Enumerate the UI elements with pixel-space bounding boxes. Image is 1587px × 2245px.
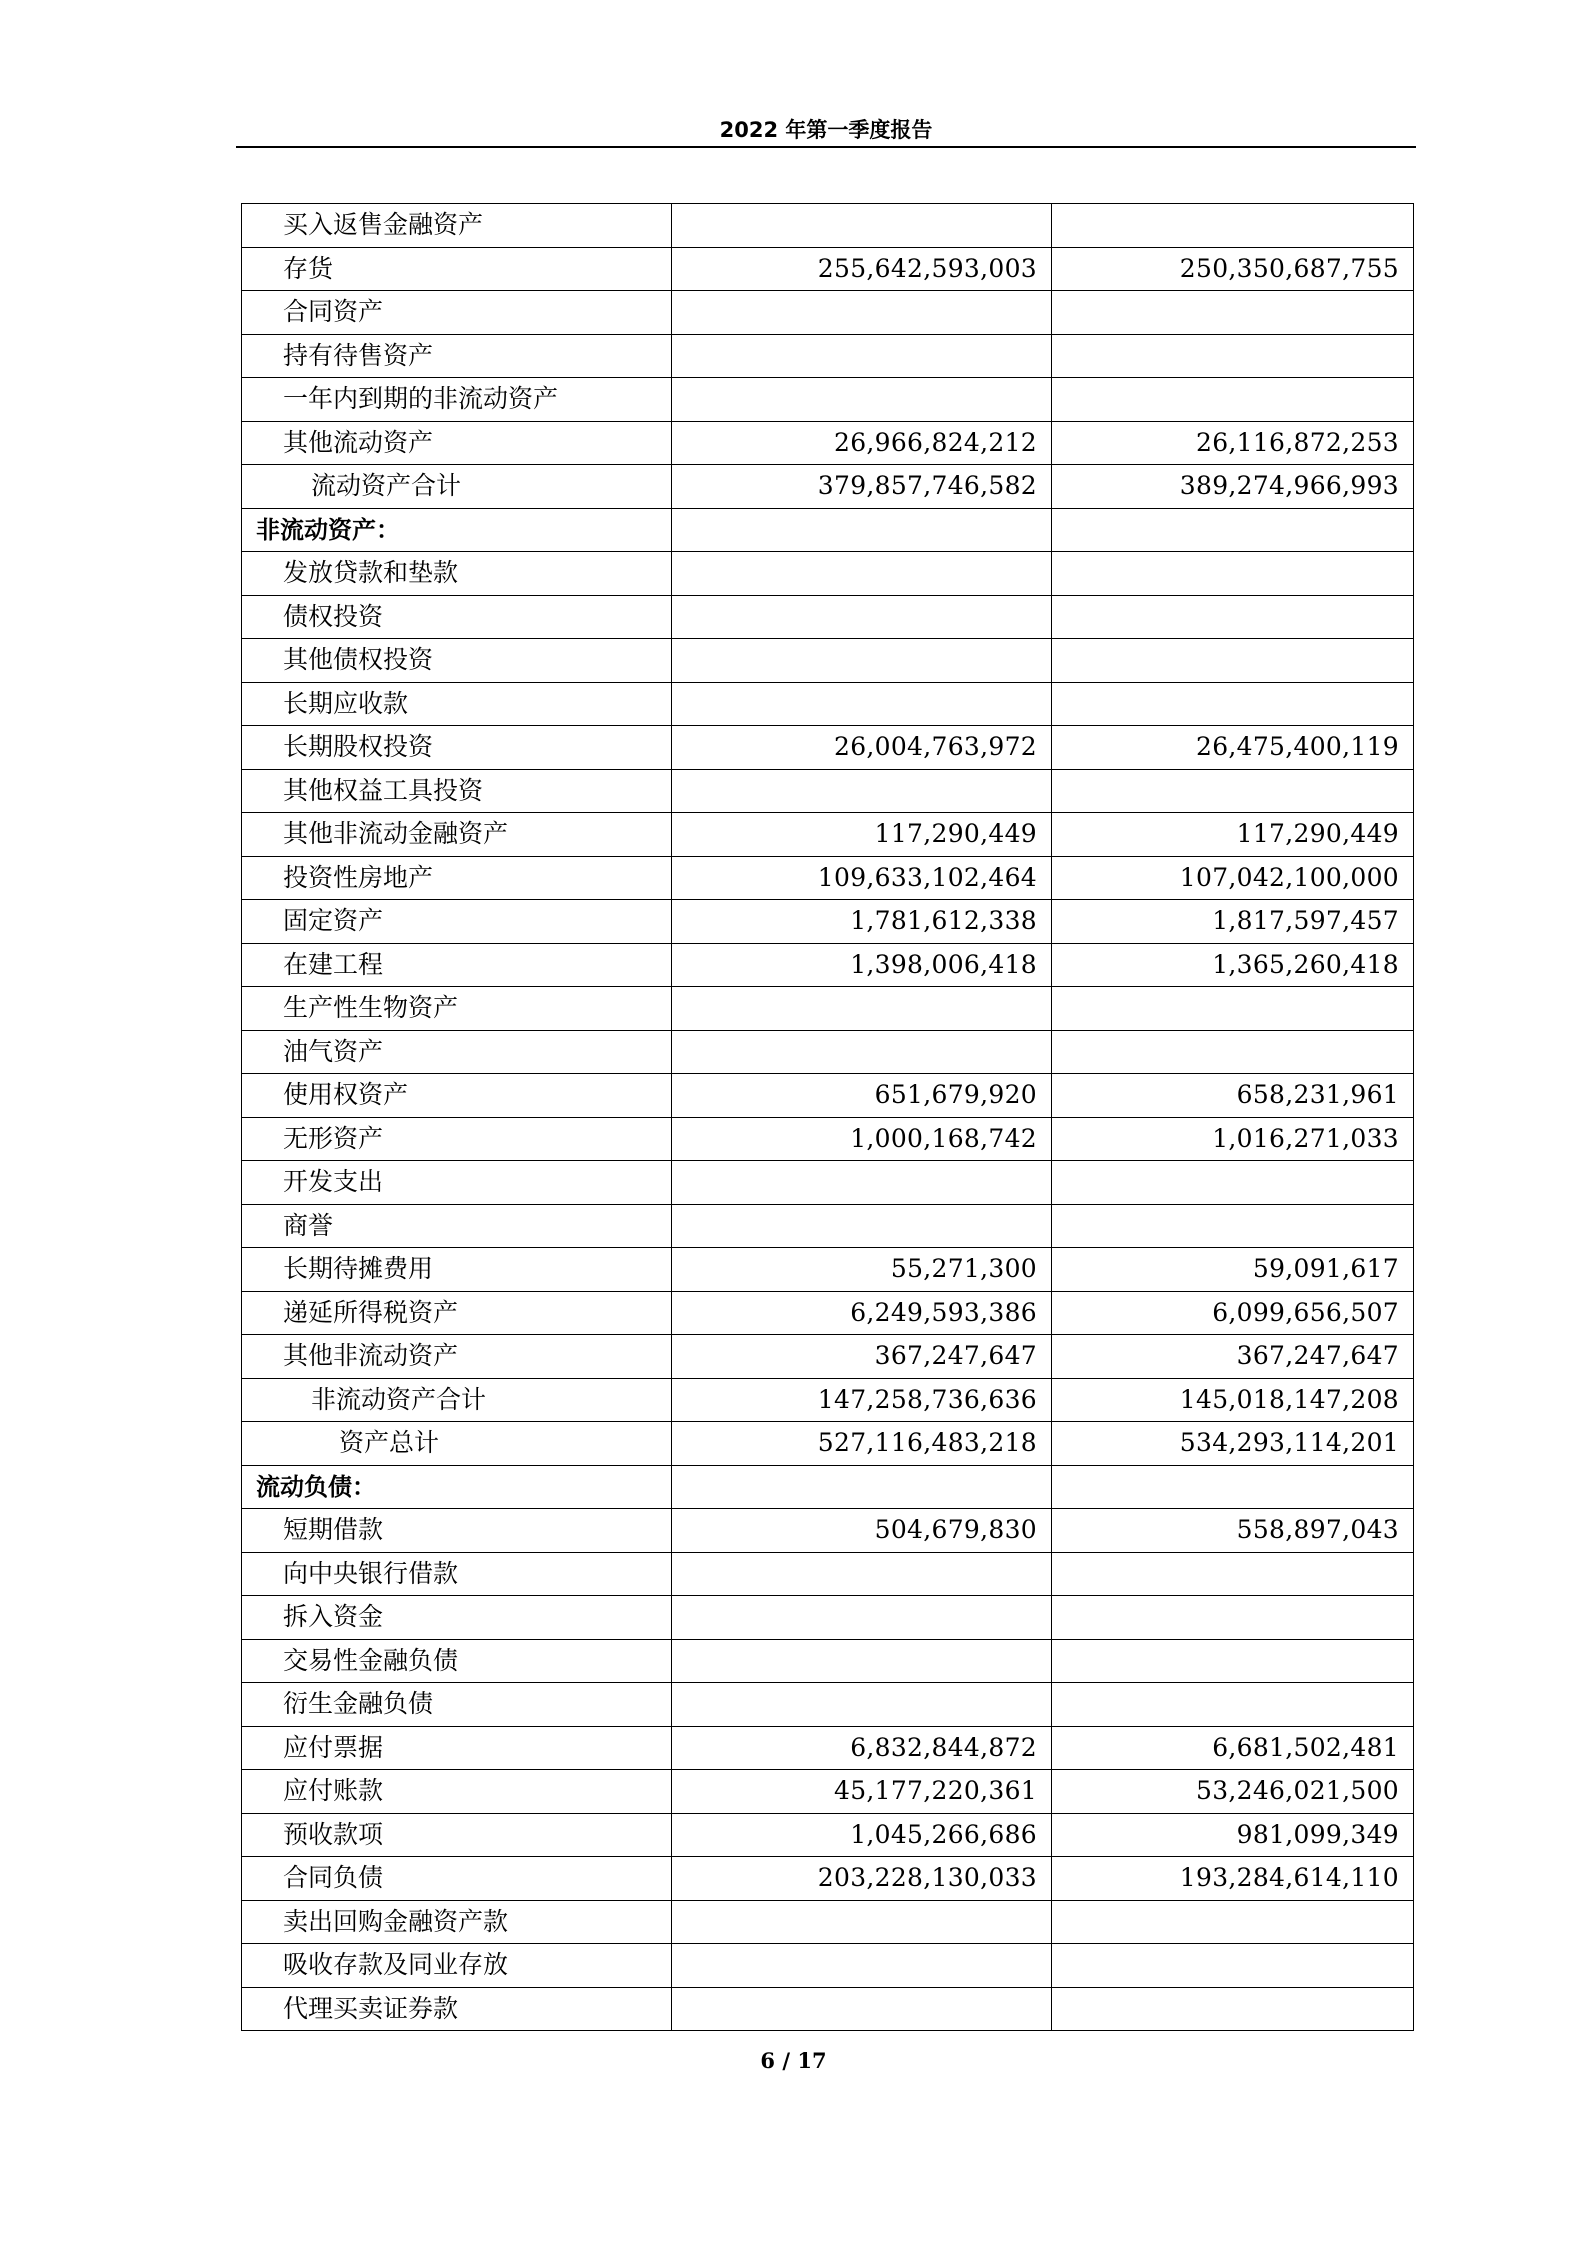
current-period-value: 26,966,824,212 (672, 421, 1052, 465)
current-period-value (672, 639, 1052, 683)
current-period-value: 26,004,763,972 (672, 726, 1052, 770)
prior-period-value: 193,284,614,110 (1052, 1857, 1414, 1901)
current-period-value (672, 334, 1052, 378)
row-label: 短期借款 (242, 1509, 672, 1553)
page-separator: / (782, 2048, 791, 2073)
row-label: 衍生金融负债 (242, 1683, 672, 1727)
current-period-value: 255,642,593,003 (672, 247, 1052, 291)
current-period-value: 109,633,102,464 (672, 856, 1052, 900)
current-period-value: 1,398,006,418 (672, 943, 1052, 987)
current-period-value (672, 682, 1052, 726)
row-label: 固定资产 (242, 900, 672, 944)
prior-period-value: 981,099,349 (1052, 1813, 1414, 1857)
current-period-value: 379,857,746,582 (672, 465, 1052, 509)
current-period-value: 147,258,736,636 (672, 1378, 1052, 1422)
row-label: 应付账款 (242, 1770, 672, 1814)
prior-period-value (1052, 682, 1414, 726)
current-period-value (672, 987, 1052, 1031)
table-row (242, 247, 1414, 291)
prior-period-value (1052, 595, 1414, 639)
balance-sheet-body (242, 204, 1414, 2031)
row-label: 存货 (242, 247, 672, 291)
table-row (242, 465, 1414, 509)
table-row (242, 1204, 1414, 1248)
table-row (242, 943, 1414, 987)
table-row (242, 987, 1414, 1031)
current-period-value (672, 1596, 1052, 1640)
current-period-value: 527,116,483,218 (672, 1422, 1052, 1466)
table-row (242, 1944, 1414, 1988)
table-row (242, 421, 1414, 465)
current-period-value (672, 204, 1052, 248)
current-period-value (672, 1161, 1052, 1205)
prior-period-value (1052, 291, 1414, 335)
row-label: 交易性金融负债 (242, 1639, 672, 1683)
row-label: 应付票据 (242, 1726, 672, 1770)
section-heading: 非流动资产： (242, 508, 672, 552)
current-period-value: 203,228,130,033 (672, 1857, 1052, 1901)
row-label: 递延所得税资产 (242, 1291, 672, 1335)
prior-period-value (1052, 334, 1414, 378)
prior-period-value (1052, 508, 1414, 552)
table-row (242, 1509, 1414, 1553)
table-row (242, 1117, 1414, 1161)
row-label: 在建工程 (242, 943, 672, 987)
current-period-value: 6,832,844,872 (672, 1726, 1052, 1770)
row-label: 投资性房地产 (242, 856, 672, 900)
current-period-value: 1,045,266,686 (672, 1813, 1052, 1857)
table-row (242, 508, 1414, 552)
table-row (242, 1987, 1414, 2031)
table-row (242, 291, 1414, 335)
prior-period-value: 6,099,656,507 (1052, 1291, 1414, 1335)
prior-period-value (1052, 769, 1414, 813)
prior-period-value: 59,091,617 (1052, 1248, 1414, 1292)
prior-period-value (1052, 1204, 1414, 1248)
prior-period-value: 558,897,043 (1052, 1509, 1414, 1553)
row-label: 无形资产 (242, 1117, 672, 1161)
current-period-value (672, 508, 1052, 552)
row-label: 商誉 (242, 1204, 672, 1248)
row-label: 其他非流动资产 (242, 1335, 672, 1379)
current-period-value (672, 1987, 1052, 2031)
table-row (242, 334, 1414, 378)
current-period-value (672, 1683, 1052, 1727)
table-row (242, 1813, 1414, 1857)
row-label: 生产性生物资产 (242, 987, 672, 1031)
page-header-title: 2022 年第一季度报告 (719, 118, 933, 142)
prior-period-value (1052, 639, 1414, 683)
current-period-value: 117,290,449 (672, 813, 1052, 857)
row-label: 一年内到期的非流动资产 (242, 378, 672, 422)
prior-period-value (1052, 1465, 1414, 1509)
prior-period-value (1052, 552, 1414, 596)
row-label: 资产总计 (242, 1422, 672, 1466)
prior-period-value (1052, 1596, 1414, 1640)
row-label: 其他权益工具投资 (242, 769, 672, 813)
table-row (242, 1335, 1414, 1379)
current-period-value (672, 378, 1052, 422)
prior-period-value: 53,246,021,500 (1052, 1770, 1414, 1814)
row-label: 发放贷款和垫款 (242, 552, 672, 596)
table-row (242, 769, 1414, 813)
row-label: 其他债权投资 (242, 639, 672, 683)
table-row (242, 1683, 1414, 1727)
prior-period-value (1052, 204, 1414, 248)
current-period-value (672, 552, 1052, 596)
page-total: 17 (797, 2048, 827, 2073)
row-label: 使用权资产 (242, 1074, 672, 1118)
prior-period-value: 250,350,687,755 (1052, 247, 1414, 291)
prior-period-value (1052, 1683, 1414, 1727)
table-row (242, 639, 1414, 683)
current-period-value: 1,781,612,338 (672, 900, 1052, 944)
table-row (242, 1074, 1414, 1118)
prior-period-value (1052, 1944, 1414, 1988)
row-label: 流动资产合计 (242, 465, 672, 509)
current-period-value (672, 1900, 1052, 1944)
row-label: 向中央银行借款 (242, 1552, 672, 1596)
current-period-value (672, 291, 1052, 335)
row-label: 非流动资产合计 (242, 1378, 672, 1422)
page-current: 6 (760, 2048, 776, 2073)
current-period-value (672, 769, 1052, 813)
balance-sheet-table (241, 203, 1414, 2031)
current-period-value: 504,679,830 (672, 1509, 1052, 1553)
current-period-value (672, 1639, 1052, 1683)
row-label: 合同负债 (242, 1857, 672, 1901)
section-heading: 流动负债： (242, 1465, 672, 1509)
table-row (242, 726, 1414, 770)
table-row (242, 1857, 1414, 1901)
table-row (242, 900, 1414, 944)
current-period-value (672, 1552, 1052, 1596)
table-row (242, 378, 1414, 422)
prior-period-value: 658,231,961 (1052, 1074, 1414, 1118)
table-row (242, 1900, 1414, 1944)
table-row (242, 1422, 1414, 1466)
current-period-value (672, 1944, 1052, 1988)
prior-period-value: 1,016,271,033 (1052, 1117, 1414, 1161)
prior-period-value (1052, 378, 1414, 422)
row-label: 买入返售金融资产 (242, 204, 672, 248)
table-row (242, 552, 1414, 596)
current-period-value (672, 595, 1052, 639)
prior-period-value (1052, 1161, 1414, 1205)
current-period-value: 367,247,647 (672, 1335, 1052, 1379)
table-row (242, 1378, 1414, 1422)
row-label: 卖出回购金融资产款 (242, 1900, 672, 1944)
prior-period-value: 1,365,260,418 (1052, 943, 1414, 987)
row-label: 合同资产 (242, 291, 672, 335)
header-divider (236, 146, 1416, 148)
row-label: 其他非流动金融资产 (242, 813, 672, 857)
current-period-value: 651,679,920 (672, 1074, 1052, 1118)
row-label: 油气资产 (242, 1030, 672, 1074)
page-number (0, 2048, 1587, 2073)
prior-period-value: 389,274,966,993 (1052, 465, 1414, 509)
table-row (242, 1726, 1414, 1770)
current-period-value: 45,177,220,361 (672, 1770, 1052, 1814)
row-label: 拆入资金 (242, 1596, 672, 1640)
current-period-value: 1,000,168,742 (672, 1117, 1052, 1161)
current-period-value: 6,249,593,386 (672, 1291, 1052, 1335)
table-row (242, 1596, 1414, 1640)
prior-period-value: 367,247,647 (1052, 1335, 1414, 1379)
prior-period-value: 26,475,400,119 (1052, 726, 1414, 770)
table-row (242, 1291, 1414, 1335)
table-row (242, 1161, 1414, 1205)
prior-period-value (1052, 1987, 1414, 2031)
prior-period-value (1052, 1639, 1414, 1683)
prior-period-value: 117,290,449 (1052, 813, 1414, 857)
current-period-value (672, 1204, 1052, 1248)
row-label: 持有待售资产 (242, 334, 672, 378)
prior-period-value (1052, 987, 1414, 1031)
table-row (242, 595, 1414, 639)
table-row (242, 1248, 1414, 1292)
current-period-value (672, 1030, 1052, 1074)
table-row (242, 204, 1414, 248)
table-row (242, 1770, 1414, 1814)
row-label: 其他流动资产 (242, 421, 672, 465)
row-label: 长期股权投资 (242, 726, 672, 770)
row-label: 长期应收款 (242, 682, 672, 726)
row-label: 预收款项 (242, 1813, 672, 1857)
row-label: 代理买卖证券款 (242, 1987, 672, 2031)
table-row (242, 1552, 1414, 1596)
row-label: 吸收存款及同业存放 (242, 1944, 672, 1988)
row-label: 开发支出 (242, 1161, 672, 1205)
table-row (242, 1639, 1414, 1683)
prior-period-value (1052, 1552, 1414, 1596)
prior-period-value (1052, 1030, 1414, 1074)
prior-period-value: 1,817,597,457 (1052, 900, 1414, 944)
table-row (242, 856, 1414, 900)
row-label: 债权投资 (242, 595, 672, 639)
table-row (242, 813, 1414, 857)
current-period-value: 55,271,300 (672, 1248, 1052, 1292)
row-label: 长期待摊费用 (242, 1248, 672, 1292)
table-row (242, 1030, 1414, 1074)
prior-period-value: 145,018,147,208 (1052, 1378, 1414, 1422)
prior-period-value (1052, 1900, 1414, 1944)
prior-period-value: 534,293,114,201 (1052, 1422, 1414, 1466)
prior-period-value: 26,116,872,253 (1052, 421, 1414, 465)
current-period-value (672, 1465, 1052, 1509)
prior-period-value: 107,042,100,000 (1052, 856, 1414, 900)
table-row (242, 682, 1414, 726)
table-row (242, 1465, 1414, 1509)
prior-period-value: 6,681,502,481 (1052, 1726, 1414, 1770)
